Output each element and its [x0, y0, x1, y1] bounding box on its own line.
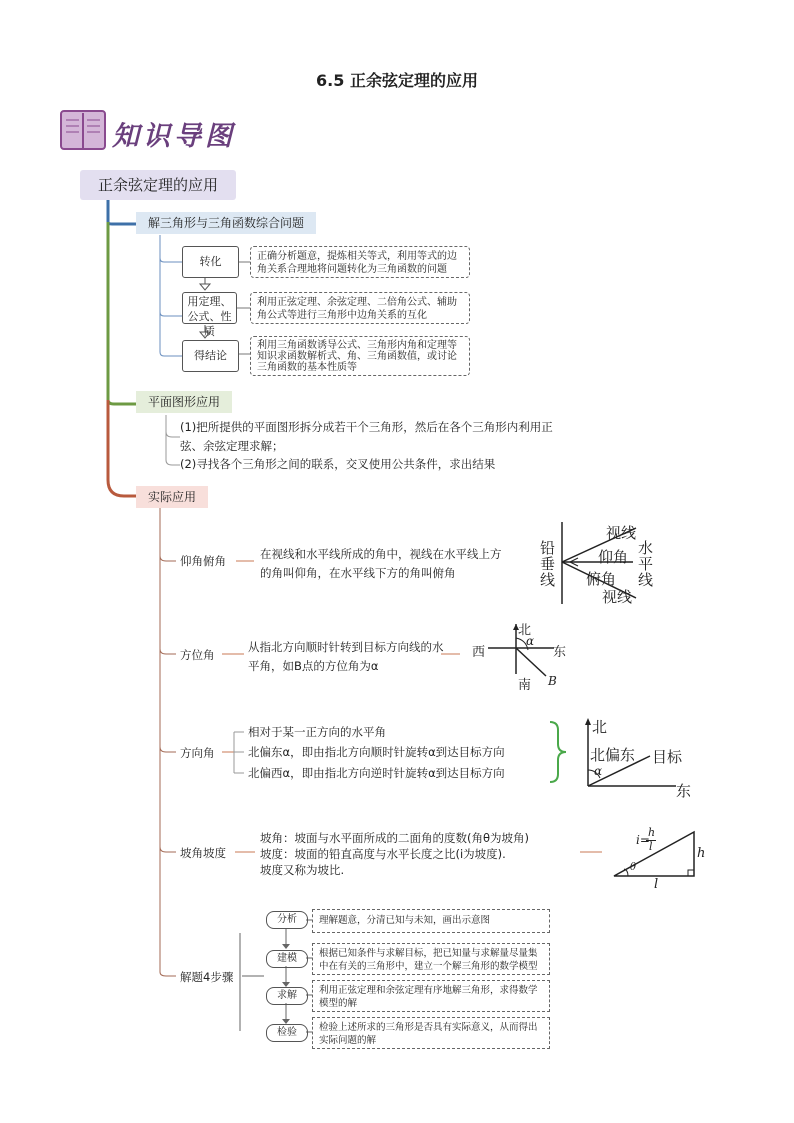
step-box-convert: 转化 — [182, 246, 239, 278]
fig-sight-up: 视线 — [606, 524, 637, 542]
step-desc-convert: 正确分析题意，提炼相关等式，利用等式的边角关系合理地将问题转化为三角函数的问题 — [250, 246, 470, 278]
fig-east: 东 — [553, 645, 567, 660]
fig-dir-alpha: α — [594, 764, 603, 778]
step-box-apply: 用定理、公式、性质 — [182, 292, 237, 324]
bearing-desc: 从指北方向顺时针转到目标方向线的水平角，如B点的方位角为α — [248, 640, 444, 673]
step-verify-desc: 检验上述所求的三角形是否具有实际意义，从而得出实际问题的解 — [312, 1017, 550, 1049]
fig-up-angle: 仰角 — [598, 548, 629, 566]
banner-label: 知识导图 — [112, 121, 236, 152]
elevation-label: 仰角俯角 — [180, 554, 226, 568]
plane-item-1: (1)把所提供的平面图形拆分成若干个三角形，然后在各个三角形内利用正弦、余弦定理求解； — [180, 420, 553, 453]
bearing-label: 方位角 — [180, 648, 215, 662]
branch-plane-figures: 平面图形应用 — [136, 391, 232, 413]
fig-slope-theta: θ — [630, 862, 637, 873]
fig-dir-north: 北 — [592, 718, 608, 736]
fig-slope-l: l — [654, 877, 659, 892]
fig-dir-target: 目标 — [652, 748, 683, 766]
fig-sight-down: 视线 — [602, 588, 633, 606]
fig-horizontal-label: 水平线 — [638, 539, 654, 589]
step-model: 建模 — [266, 950, 308, 968]
step-desc-apply: 利用正弦定理、余弦定理、二倍角公式、辅助角公式等进行三角形中边角关系的互化 — [250, 292, 470, 324]
slope-desc: 坡角：坡面与水平面所成的二面角的度数(角θ为坡角) 坡度：坡面的铅直高度与水平长度之比(i为坡度). 坡度又称为坡比. — [260, 831, 530, 877]
fig-slope-frac-h: h — [648, 826, 656, 839]
direction-item-1: 相对于某一正方向的水平角 — [248, 725, 386, 739]
slope-label: 坡角坡度 — [180, 846, 226, 860]
fig-point-b: B — [548, 674, 557, 688]
fig-down-angle: 俯角 — [586, 570, 617, 588]
direction-label: 方向角 — [180, 746, 215, 760]
fig-slope-i: i= — [636, 833, 650, 847]
step-model-desc: 根据已知条件与求解目标，把已知量与求解量尽量集中在有关的三角形中，建立一个解三角形的数学模型 — [312, 943, 550, 975]
fig-north: 北 — [518, 623, 532, 638]
fig-plumb-label: 铅垂线 — [540, 539, 556, 589]
step-solve-desc: 利用正弦定理和余弦定理有序地解三角形，求得数学模型的解 — [312, 980, 550, 1012]
fig-alpha: α — [526, 634, 535, 648]
fig-slope-frac-l: l — [649, 840, 653, 853]
fig-dir-ne: 北偏东 — [590, 746, 636, 764]
step-analyze: 分析 — [266, 911, 308, 929]
step-desc-conclude: 利用三角函数诱导公式、三角形内角和定理等知识求函数解析式、角、三角函数值，或讨论三角函数的基本性质等 — [250, 336, 470, 376]
root-node: 正余弦定理的应用 — [80, 170, 236, 200]
branch-integrated-problems: 解三角形与三角函数综合问题 — [136, 212, 316, 234]
step-box-conclude: 得结论 — [182, 340, 239, 372]
branch-practical: 实际应用 — [136, 486, 208, 508]
page-title: 6.5 正余弦定理的应用 — [316, 71, 478, 90]
plane-item-2: (2)寻找各个三角形之间的联系，交叉使用公共条件，求出结果 — [180, 457, 496, 471]
direction-item-2: 北偏东α，即由指北方向顺时针旋转α到达目标方向 — [248, 745, 505, 759]
fig-west: 西 — [472, 645, 486, 660]
step-analyze-desc: 理解题意，分清已知与未知，画出示意图 — [312, 909, 550, 933]
fig-south: 南 — [518, 678, 532, 693]
elevation-desc: 在视线和水平线所成的角中，视线在水平线上方的角叫仰角，在水平线下方的角叫俯角 — [260, 547, 502, 580]
step-verify: 检验 — [266, 1024, 308, 1042]
fig-slope-h: h — [697, 846, 706, 861]
steps-label: 解题4步骤 — [180, 970, 234, 984]
direction-item-3: 北偏西α，即由指北方向逆时针旋转α到达目标方向 — [248, 766, 505, 780]
fig-dir-east: 东 — [676, 782, 692, 800]
step-solve: 求解 — [266, 987, 308, 1005]
